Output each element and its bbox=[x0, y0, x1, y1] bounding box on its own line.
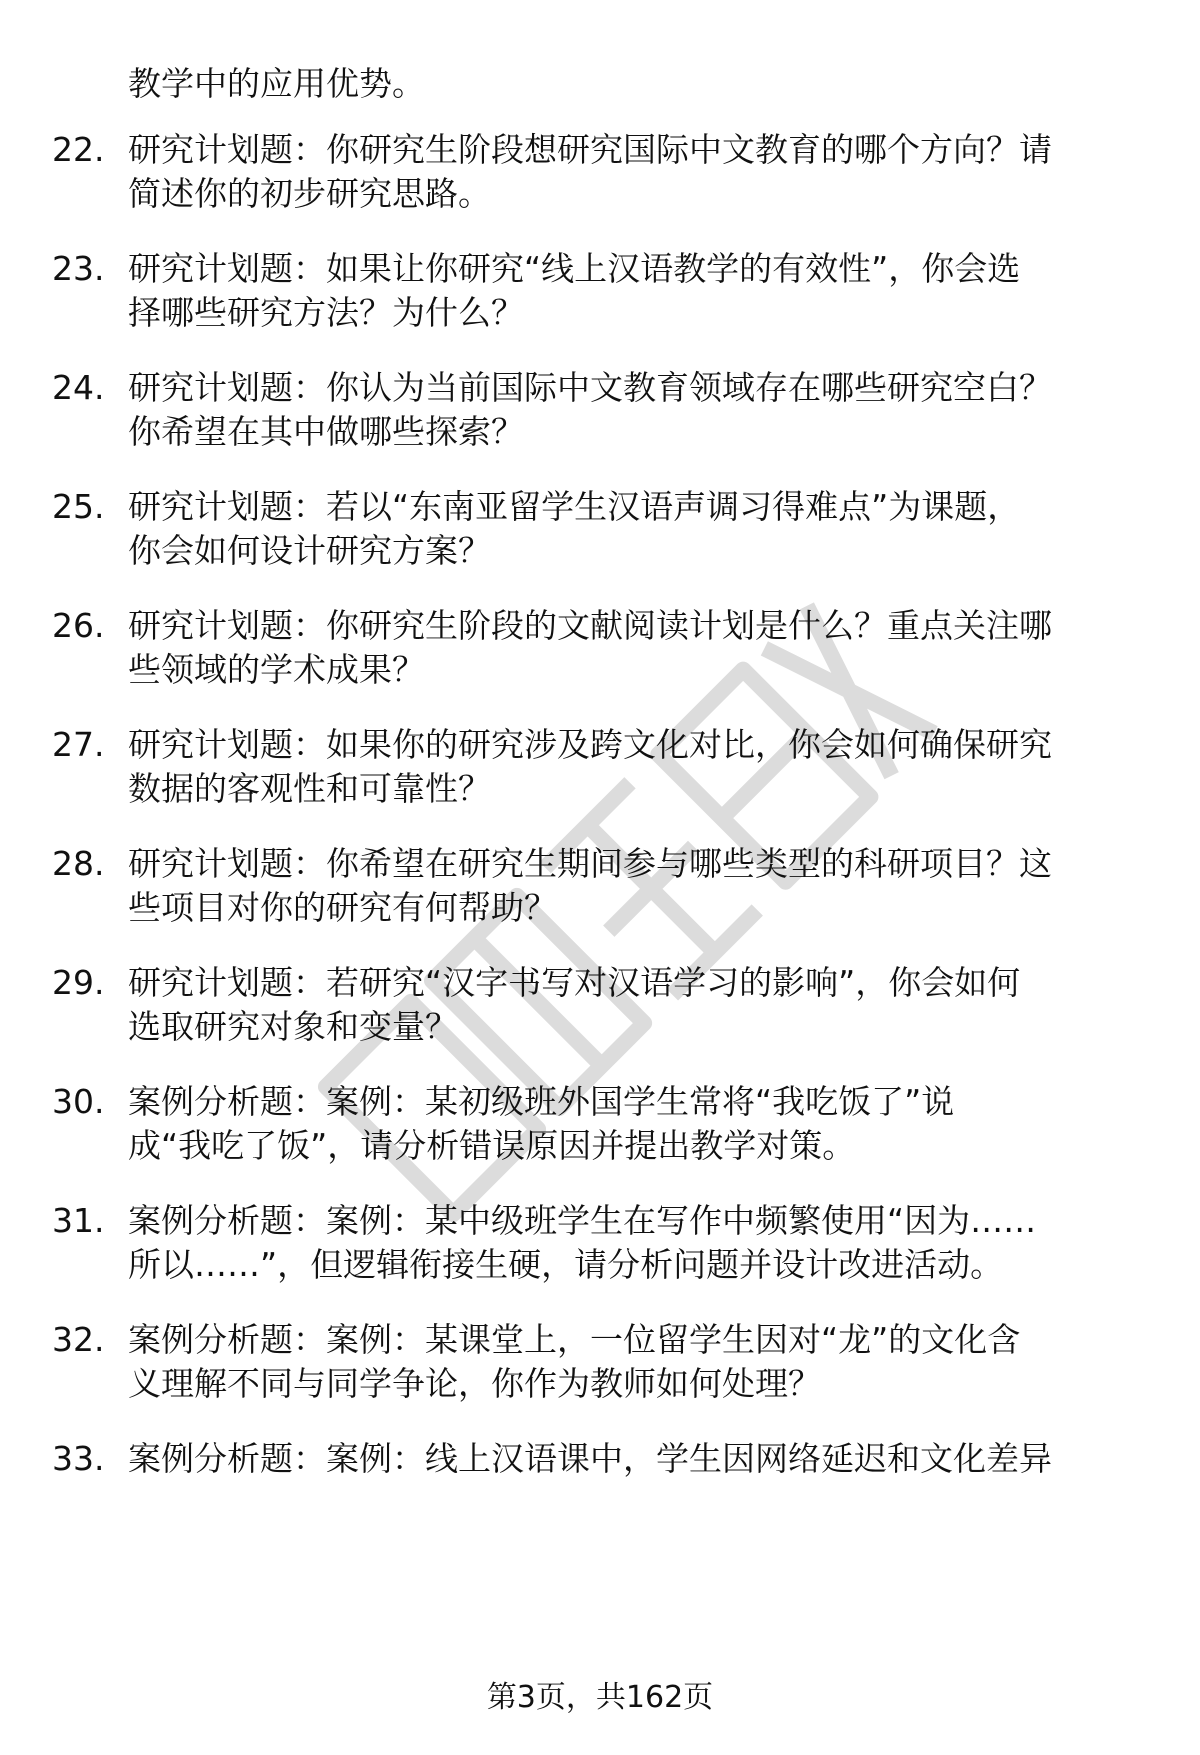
item-number: 22. bbox=[52, 130, 105, 169]
item-number: 32. bbox=[52, 1320, 105, 1359]
item-number: 30. bbox=[52, 1082, 105, 1121]
item-number: 31. bbox=[52, 1201, 105, 1240]
item-text: 研究计划题：你希望在研究生期间参与哪些类型的科研项目？这 些项目对你的研究有何帮助？ bbox=[128, 844, 1052, 927]
item-text: 案例分析题：案例：某课堂上，一位留学生因对“龙”的文化含 义理解不同与同学争论，你作为教师如何处理？ bbox=[128, 1320, 1021, 1403]
item-text: 研究计划题：若以“东南亚留学生汉语声调习得难点”为课题， 你会如何设计研究方案？ bbox=[128, 487, 1021, 570]
item-text: 研究计划题：你研究生阶段想研究国际中文教育的哪个方向？请 简述你的初步研究思路。 bbox=[128, 130, 1052, 213]
item-text: 研究计划题：你认为当前国际中文教育领域存在哪些研究空白？ 你希望在其中做哪些探索？ bbox=[128, 368, 1052, 451]
item-number: 33. bbox=[52, 1439, 105, 1478]
item-text: 案例分析题：案例：某中级班学生在写作中频繁使用“因为…… 所以……”，但逻辑衔接生硬，请分析问题并设计改进活动。 bbox=[128, 1201, 1037, 1284]
item-number: 26. bbox=[52, 606, 105, 645]
item-text: 研究计划题：如果你的研究涉及跨文化对比，你会如何确保研究 数据的客观性和可靠性？ bbox=[128, 725, 1052, 808]
item-number: 25. bbox=[52, 487, 105, 526]
item-text: 研究计划题：若研究“汉字书写对汉语学习的影响”，你会如何 选取研究对象和变量？ bbox=[128, 963, 1021, 1046]
item-number: 24. bbox=[52, 368, 105, 407]
item-number: 23. bbox=[52, 249, 105, 288]
item-number: 29. bbox=[52, 963, 105, 1002]
item-text: 案例分析题：案例：线上汉语课中，学生因网络延迟和文化差异 bbox=[128, 1439, 1052, 1478]
item-number: 27. bbox=[52, 725, 105, 764]
item-text: 案例分析题：案例：某初级班外国学生常将“我吃饭了”说 成“我吃了饭”，请分析错误原因并提出教学对策。 bbox=[128, 1082, 955, 1165]
item-text: 研究计划题：你研究生阶段的文献阅读计划是什么？重点关注哪 些领域的学术成果？ bbox=[128, 606, 1052, 689]
continued-text: 教学中的应用优势。 bbox=[128, 64, 425, 103]
item-text: 研究计划题：如果让你研究“线上汉语教学的有效性”，你会选 择哪些研究方法？为什么？ bbox=[128, 249, 1021, 332]
page-footer: 第3页，共162页 bbox=[486, 1680, 714, 1715]
item-number: 28. bbox=[52, 844, 105, 883]
